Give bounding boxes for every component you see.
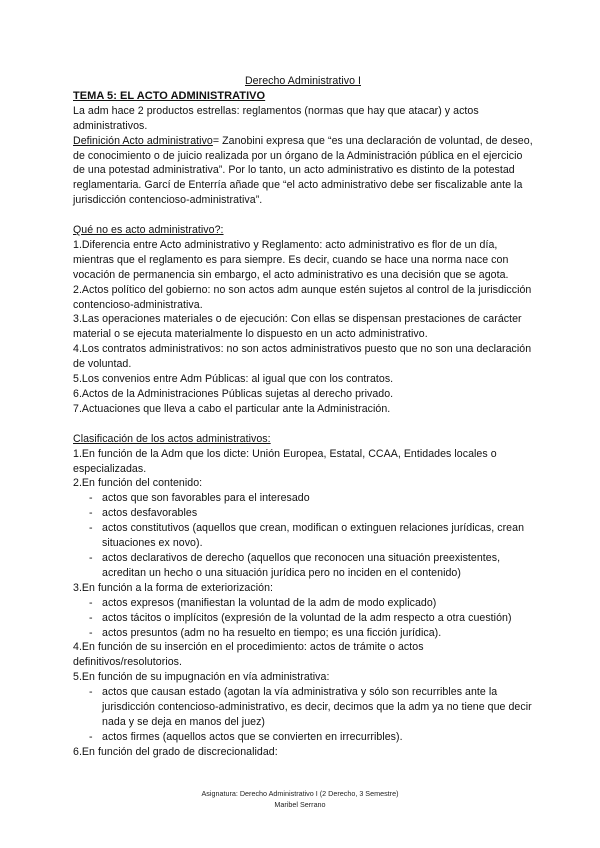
definition-paragraph	[73, 134, 533, 209]
no-es-item: 6.Actos de la Administraciones Públicas sujetas al derecho privado.	[73, 388, 394, 401]
footer-author: Maribel Serrano	[274, 800, 326, 809]
document-title: Derecho Administrativo I	[244, 75, 361, 87]
page-footer	[0, 788, 600, 810]
list-item: - actos presuntos (adm no ha resuelto en tiempo; es una ficción jurídica).	[73, 626, 533, 641]
no-es-heading: Qué no es acto administrativo?:	[73, 224, 224, 237]
document-body	[73, 74, 533, 760]
clasificacion-item-6: 6.En función del grado de discrecionalidad:	[73, 745, 278, 758]
list-item: - actos que son favorables para el interesado	[73, 491, 533, 506]
clasificacion-item-3: 3.En función a la forma de exteriorización:	[73, 581, 274, 594]
no-es-item: 2.Actos político del gobierno: no son actos adm aunque estén sujetos al control de la jurisdicción contencioso-administrativa.	[73, 283, 532, 311]
intro-paragraph: La adm hace 2 productos estrellas: reglamentos (normas que hay que atacar) y actos administrativos.	[73, 104, 479, 132]
list-item: - actos firmes (aquellos actos que se convierten en irrecurribles).	[73, 730, 533, 745]
clasificacion-item-1: 1.En función de la Adm que los dicte: Unión Europea, Estatal, CCAA, Entidades locales o especializadas.	[73, 447, 497, 475]
no-es-item: 3.Las operaciones materiales o de ejecución: Con ellas se dispensan prestaciones de carácter material o se ejecuta materialmente lo dispuesto en un acto administrativo.	[73, 313, 522, 341]
impugnacion-list	[73, 685, 533, 745]
clasificacion-item-5: 5.En función de su impugnación en vía administrativa:	[73, 671, 330, 684]
list-item: - actos constitutivos (aquellos que crean, modifican o extinguen relaciones jurídicas, crean situaciones ex novo).	[73, 521, 533, 551]
list-item: - actos que causan estado (agotan la vía administrativa y sólo son recurribles ante la jurisdicción contencioso-administrativo, es decir, decimos que la adm ya no tiene que decir nada y se deja en manos del juez)	[73, 685, 533, 730]
definition-label: Definición Acto administrativo	[73, 134, 213, 147]
exteriorizacion-list	[73, 596, 533, 641]
spacer	[73, 417, 533, 432]
list-item: - actos declarativos de derecho (aquellos que reconocen una situación preexistentes, acreditan un hecho o una situación jurídica pero no inciden en el contenido)	[73, 551, 533, 581]
no-es-item: 5.Los convenios entre Adm Públicas: al igual que con los contratos.	[73, 373, 394, 386]
section-title: TEMA 5: EL ACTO ADMINISTRATIVO	[73, 89, 266, 102]
clasificacion-item-4: 4.En función de su inserción en el procedimiento: actos de trámite o actos definitivos/resolutorios.	[73, 641, 424, 669]
no-es-item: 1.Diferencia entre Acto administrativo y Reglamento: acto administrativo es flor de un día, mientras que el reglamento es para siempre. Es decir, cuando se hace una norma nace con vocación de permanencia sin embargo, el acto administrativo es una decisión que se agota.	[73, 238, 509, 281]
no-es-item: 4.Los contratos administrativos: no son actos administrativos puesto que no son una declaración de voluntad.	[73, 343, 532, 371]
definition-text: = Zanobini expresa que “es una declaración de voluntad, de deseo, de conocimiento o de juicio realizada por un órgano de la Administración pública en el ejercicio de una potestad administrativa”. Por lo tanto, un acto administrativo es distinto de la potestad reglamentaria. Garcí de Enterría añade que “el acto administrativo debe ser fiscalizable ante la jurisdicción contencioso-administrativa”.	[73, 134, 533, 207]
list-item: - actos tácitos o implícitos (expresión de la voluntad de la adm respecto a otra cuestión)	[73, 611, 533, 626]
footer-course: Asignatura: Derecho Administrativo I (2 Derecho, 3 Semestre)	[201, 789, 399, 798]
contenido-list	[73, 491, 533, 580]
clasificacion-heading: Clasificación de los actos administrativos:	[73, 432, 271, 445]
clasificacion-item-2: 2.En función del contenido:	[73, 477, 203, 490]
no-es-item: 7.Actuaciones que lleva a cabo el particular ante la Administración.	[73, 402, 391, 415]
spacer	[73, 208, 533, 223]
list-item: - actos desfavorables	[73, 506, 533, 521]
list-item: - actos expresos (manifiestan la voluntad de la adm de modo explicado)	[73, 596, 533, 611]
